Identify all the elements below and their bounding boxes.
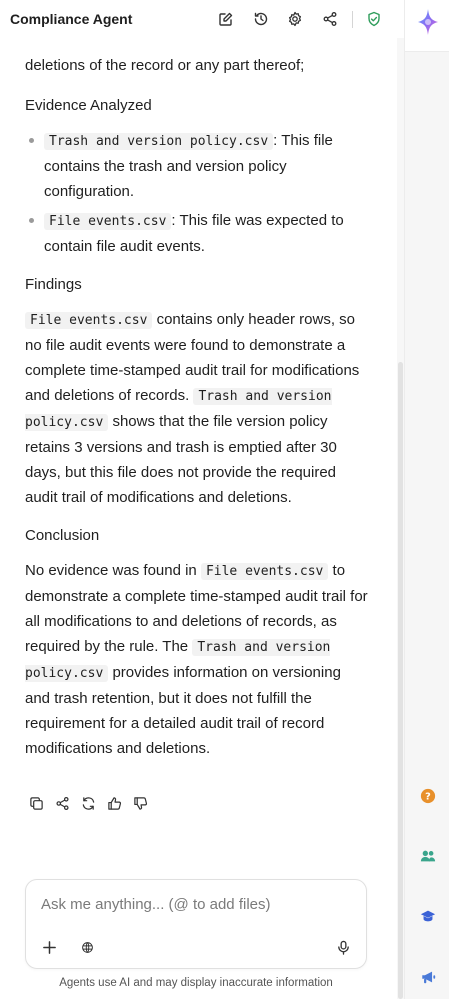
message-actions: [28, 795, 148, 811]
help-icon[interactable]: [419, 787, 437, 805]
share-icon[interactable]: [54, 795, 70, 811]
partial-paragraph: deletions of the record or any part thereof;: [25, 57, 305, 74]
regenerate-icon[interactable]: [80, 795, 96, 811]
megaphone-icon[interactable]: [419, 968, 437, 986]
file-reference: File events.csv: [201, 563, 328, 580]
findings-heading: Findings: [25, 276, 82, 293]
model-icon[interactable]: [78, 938, 96, 956]
settings-icon[interactable]: [286, 10, 304, 28]
agent-message: [25, 38, 370, 761]
thumbs-down-icon[interactable]: [132, 795, 148, 811]
edit-icon[interactable]: [217, 10, 235, 28]
agent-logo-icon[interactable]: [417, 8, 439, 36]
copy-icon[interactable]: [28, 795, 44, 811]
conclusion-paragraph: No evidence was found in File events.csv to demonstrate a complete time-stamped audit trail for all modifications to and deletions of records, as required by the rule. The Trash and version policy.csv provides information on versioning and trash retention, but it does not fulfill the requirement for a detailed audit trail of record modifications and deletions.: [25, 562, 368, 757]
users-icon[interactable]: [419, 847, 437, 865]
add-icon[interactable]: [40, 938, 58, 956]
file-reference: Trash and version policy.csv: [25, 389, 332, 430]
file-reference: File events.csv: [25, 312, 152, 329]
evidence-list: [25, 128, 370, 259]
scrollbar-thumb[interactable]: [398, 362, 403, 999]
header-divider: [352, 11, 353, 28]
evidence-item: Trash and version policy.csv : This file contains the trash and version policy configuration.: [25, 128, 370, 204]
evidence-item: File events.csv : This file was expected to contain file audit events.: [25, 208, 370, 259]
file-reference: File events.csv: [44, 213, 171, 230]
conclusion-heading: Conclusion: [25, 527, 100, 544]
ai-disclaimer: Agents use AI and may display inaccurate information: [59, 977, 333, 989]
app-header: [0, 0, 404, 38]
svg-text:?: ?: [425, 791, 431, 803]
microphone-icon[interactable]: [334, 938, 352, 956]
evidence-heading: Evidence Analyzed: [25, 97, 152, 114]
thumbs-up-icon[interactable]: [106, 795, 122, 811]
right-rail: [404, 0, 449, 999]
findings-paragraph: File events.csv contains only header rows, so no file audit events were found to demonstrate a complete time-stamped audit trail for modifications and deletions of records. Trash and version policy.csv shows that the file version policy retains 3 versions and trash is emptied after 30 days, but this file does not provide the required audit trail of modifications and deletions.: [25, 311, 360, 506]
chat-input[interactable]: [41, 893, 351, 915]
history-icon[interactable]: [252, 10, 270, 28]
app-title: Compliance Agent: [10, 11, 133, 27]
shield-check-icon[interactable]: [365, 10, 383, 28]
share-icon[interactable]: [321, 10, 339, 28]
file-reference: Trash and version policy.csv: [44, 133, 273, 150]
graduation-cap-icon[interactable]: [419, 907, 437, 925]
chat-input-box: [25, 879, 367, 969]
rail-top: [405, 0, 449, 52]
file-reference: Trash and version policy.csv: [25, 640, 331, 681]
